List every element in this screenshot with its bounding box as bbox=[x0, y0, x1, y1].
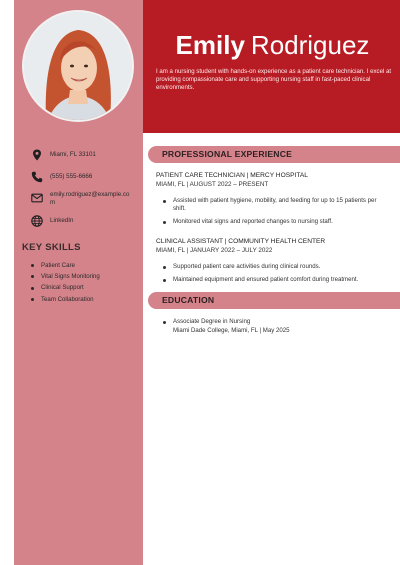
job-meta: MIAMI, FL | AUGUST 2022 – PRESENT bbox=[156, 181, 269, 188]
skill-item: Team Collaboration bbox=[30, 294, 100, 305]
email-text[interactable]: emily.rodriguez@example.com bbox=[50, 191, 130, 206]
contact-linkedin[interactable] bbox=[30, 214, 134, 228]
phone-text: (555) 555-6666 bbox=[50, 173, 93, 180]
degree: Associate Degree in Nursing bbox=[173, 318, 251, 325]
job-bullet: Maintained equipment and ensured patient comfort during treatment. bbox=[162, 276, 387, 284]
contact-phone bbox=[30, 170, 134, 184]
job-bullet: Monitored vital signs and reported changes to nursing staff. bbox=[162, 218, 387, 226]
profile-photo bbox=[24, 12, 132, 120]
contact-location bbox=[30, 148, 134, 162]
first-name: Emily bbox=[175, 30, 245, 60]
job-title: CLINICAL ASSISTANT | COMMUNITY HEALTH CENTER bbox=[156, 238, 326, 245]
location-pin-icon bbox=[30, 148, 44, 162]
education-heading: EDUCATION bbox=[162, 295, 215, 305]
header-band bbox=[143, 0, 400, 133]
skill-item: Vital Signs Monitoring bbox=[30, 271, 100, 282]
job-bullets bbox=[162, 263, 387, 289]
skill-item: Clinical Support bbox=[30, 282, 100, 293]
job-title: PATIENT CARE TECHNICIAN | MERCY HOSPITAL bbox=[156, 172, 308, 179]
job-bullet: Supported patient care activities during clinical rounds. bbox=[162, 263, 387, 271]
job-bullets bbox=[162, 197, 387, 231]
email-icon bbox=[30, 191, 44, 205]
last-name: Rodriguez bbox=[250, 30, 370, 60]
skills-list bbox=[30, 260, 100, 305]
skill-item: Patient Care bbox=[30, 260, 100, 271]
globe-icon bbox=[30, 214, 44, 228]
skills-heading: KEY SKILLS bbox=[22, 242, 81, 253]
job-bullet: Assisted with patient hygiene, mobility, and feeding for up to 15 patients per shift. bbox=[162, 197, 387, 213]
phone-icon bbox=[30, 170, 44, 184]
location-text: Miami, FL 33101 bbox=[50, 151, 96, 158]
contact-email[interactable] bbox=[30, 191, 134, 207]
education-item bbox=[162, 318, 290, 335]
linkedin-link[interactable]: LinkedIn bbox=[50, 217, 74, 224]
job-meta: MIAMI, FL | JANUARY 2022 – JULY 2022 bbox=[156, 247, 273, 254]
candidate-name bbox=[155, 28, 390, 62]
experience-heading: PROFESSIONAL EXPERIENCE bbox=[162, 149, 293, 159]
profile-summary: I am a nursing student with hands-on experience as a patient care technician. I excel at providing compassionate care and supporting nursing staff in fast-paced clinical environments. bbox=[156, 68, 392, 92]
school: Miami Dade College, Miami, FL | May 2025 bbox=[173, 326, 290, 334]
